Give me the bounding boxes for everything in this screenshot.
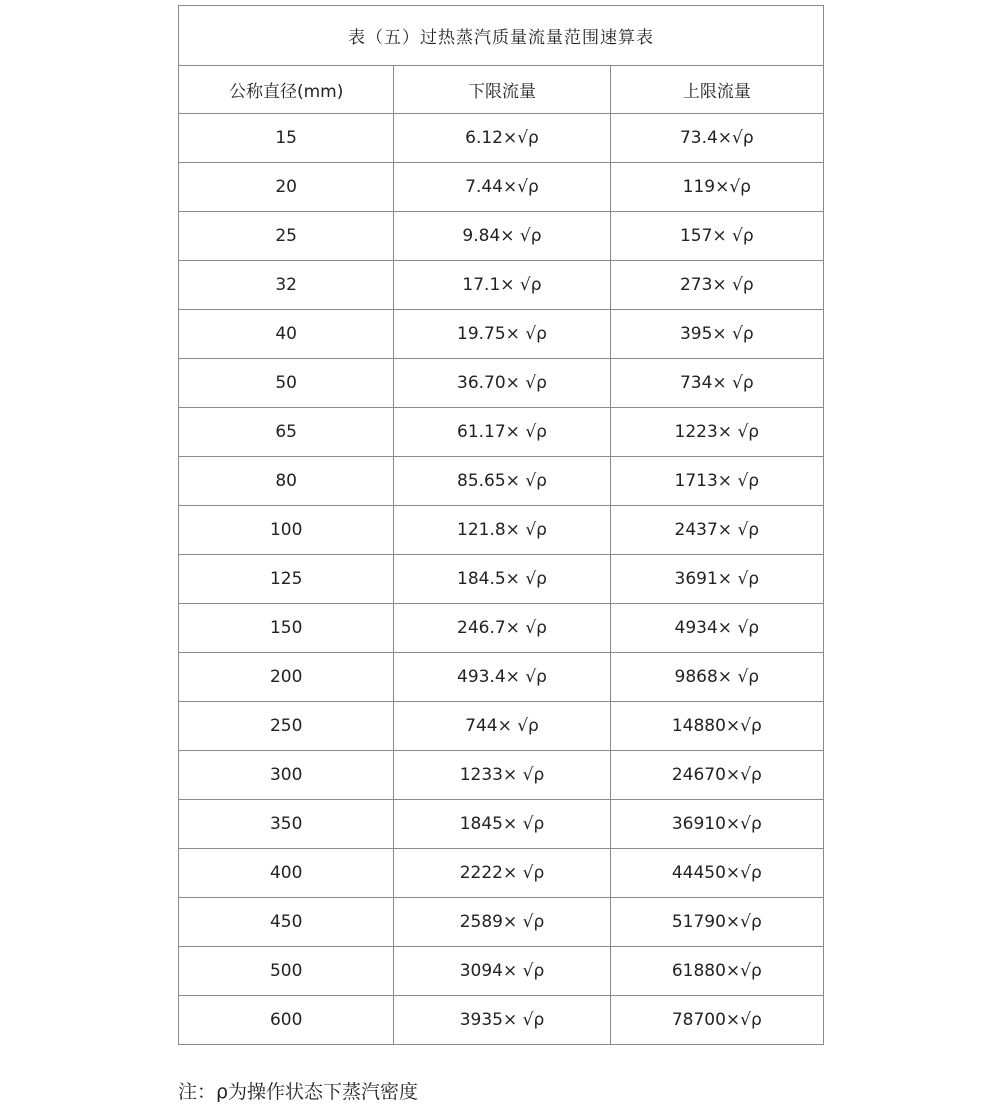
table-row: [179, 751, 824, 800]
header-nominal-diameter: 公称直径(mm): [179, 66, 394, 114]
cell-upper-flow: 61880×√ρ: [610, 947, 823, 996]
cell-nominal-diameter: 150: [179, 604, 394, 653]
table-row: [179, 555, 824, 604]
table-row: [179, 506, 824, 555]
table-row: [179, 310, 824, 359]
table-row: [179, 800, 824, 849]
table-row: [179, 604, 824, 653]
cell-lower-flow: 1845× √ρ: [394, 800, 610, 849]
cell-lower-flow: 246.7× √ρ: [394, 604, 610, 653]
table-header-row: [179, 66, 824, 114]
cell-upper-flow: 3691× √ρ: [610, 555, 823, 604]
table-row: [179, 457, 824, 506]
cell-upper-flow: 51790×√ρ: [610, 898, 823, 947]
cell-nominal-diameter: 450: [179, 898, 394, 947]
cell-lower-flow: 1233× √ρ: [394, 751, 610, 800]
cell-nominal-diameter: 50: [179, 359, 394, 408]
cell-upper-flow: 78700×√ρ: [610, 996, 823, 1045]
cell-nominal-diameter: 200: [179, 653, 394, 702]
cell-nominal-diameter: 400: [179, 849, 394, 898]
table-title: 表（五）过热蒸汽质量流量范围速算表: [179, 6, 824, 66]
cell-nominal-diameter: 600: [179, 996, 394, 1045]
table-row: [179, 212, 824, 261]
table-row: [179, 849, 824, 898]
cell-nominal-diameter: 20: [179, 163, 394, 212]
cell-lower-flow: 184.5× √ρ: [394, 555, 610, 604]
cell-upper-flow: 157× √ρ: [610, 212, 823, 261]
cell-upper-flow: 24670×√ρ: [610, 751, 823, 800]
cell-nominal-diameter: 40: [179, 310, 394, 359]
cell-upper-flow: 9868× √ρ: [610, 653, 823, 702]
table-row: [179, 996, 824, 1045]
cell-upper-flow: 119×√ρ: [610, 163, 823, 212]
cell-nominal-diameter: 65: [179, 408, 394, 457]
cell-lower-flow: 2589× √ρ: [394, 898, 610, 947]
table-title-row: [179, 6, 824, 66]
table-row: [179, 702, 824, 751]
cell-upper-flow: 1713× √ρ: [610, 457, 823, 506]
table-row: [179, 898, 824, 947]
cell-lower-flow: 3094× √ρ: [394, 947, 610, 996]
cell-nominal-diameter: 32: [179, 261, 394, 310]
flow-range-table: [178, 5, 824, 1045]
table-row: [179, 114, 824, 163]
table-row: [179, 261, 824, 310]
cell-lower-flow: 17.1× √ρ: [394, 261, 610, 310]
cell-upper-flow: 4934× √ρ: [610, 604, 823, 653]
cell-nominal-diameter: 80: [179, 457, 394, 506]
table-row: [179, 653, 824, 702]
flow-table-container: [178, 5, 824, 1045]
cell-upper-flow: 1223× √ρ: [610, 408, 823, 457]
cell-nominal-diameter: 350: [179, 800, 394, 849]
cell-lower-flow: 744× √ρ: [394, 702, 610, 751]
cell-nominal-diameter: 15: [179, 114, 394, 163]
table-row: [179, 359, 824, 408]
cell-lower-flow: 85.65× √ρ: [394, 457, 610, 506]
cell-lower-flow: 61.17× √ρ: [394, 408, 610, 457]
cell-upper-flow: 44450×√ρ: [610, 849, 823, 898]
cell-upper-flow: 36910×√ρ: [610, 800, 823, 849]
header-lower-flow: 下限流量: [394, 66, 610, 114]
table-row: [179, 408, 824, 457]
cell-lower-flow: 493.4× √ρ: [394, 653, 610, 702]
cell-upper-flow: 2437× √ρ: [610, 506, 823, 555]
footnote: 注：ρ为操作状态下蒸汽密度: [178, 1081, 419, 1103]
cell-lower-flow: 6.12×√ρ: [394, 114, 610, 163]
cell-lower-flow: 9.84× √ρ: [394, 212, 610, 261]
cell-upper-flow: 73.4×√ρ: [610, 114, 823, 163]
table-row: [179, 163, 824, 212]
cell-upper-flow: 273× √ρ: [610, 261, 823, 310]
cell-nominal-diameter: 125: [179, 555, 394, 604]
cell-lower-flow: 2222× √ρ: [394, 849, 610, 898]
cell-lower-flow: 7.44×√ρ: [394, 163, 610, 212]
cell-lower-flow: 3935× √ρ: [394, 996, 610, 1045]
cell-lower-flow: 19.75× √ρ: [394, 310, 610, 359]
cell-upper-flow: 734× √ρ: [610, 359, 823, 408]
table-row: [179, 947, 824, 996]
cell-lower-flow: 121.8× √ρ: [394, 506, 610, 555]
cell-upper-flow: 395× √ρ: [610, 310, 823, 359]
cell-nominal-diameter: 250: [179, 702, 394, 751]
cell-nominal-diameter: 25: [179, 212, 394, 261]
cell-upper-flow: 14880×√ρ: [610, 702, 823, 751]
cell-nominal-diameter: 300: [179, 751, 394, 800]
header-upper-flow: 上限流量: [610, 66, 823, 114]
cell-nominal-diameter: 100: [179, 506, 394, 555]
cell-nominal-diameter: 500: [179, 947, 394, 996]
cell-lower-flow: 36.70× √ρ: [394, 359, 610, 408]
